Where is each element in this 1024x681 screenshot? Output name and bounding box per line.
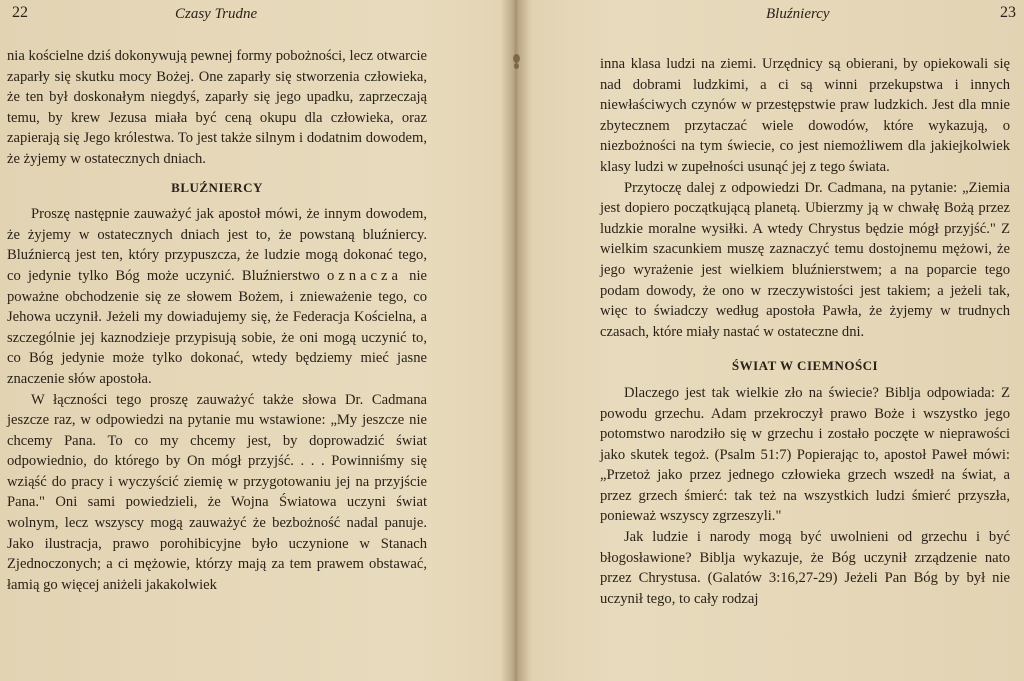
section-heading-swiat: ŚWIAT W CIEMNOŚCI bbox=[731, 358, 879, 374]
right-page-text bbox=[600, 54, 1010, 609]
left-running-head: Czasy Trudne bbox=[175, 6, 258, 22]
right-paragraph-3: Dlaczego jest tak wielkie zło na świecie? Biblja odpowiada: Z powodu grzechu. Adam przekroczył prawo Boże i wszystko jego potomstwo narodziło się w grzechu i zostało poczęte w nieprawości jako skutek tegoż. (Psalm 51:7) Popierając to, apostoł Paweł mówi: „Przetoż jako przez jednego człowieka grzech wszedł na świat, a przez grzech śmierć: tak też na wszystkich ludzi śmierć przyszła, ponieważ wszyscy zgrzeszyli." bbox=[600, 384, 1010, 525]
left-page-text bbox=[7, 46, 427, 595]
left-page-number: 22 bbox=[12, 4, 28, 21]
left-paragraph-2-part-a: Proszę następnie zauważyć jak apostoł mówi, że innym dowodem, że żyjemy w ostatecznych dniach jest to, że powstaną bluźniercy. Bluźniercą jest ten, który przypuszcza, że ludzie mogą dokonać tego, co jedynie tylko Bóg może uczynić. Bluźnierstwo bbox=[7, 206, 427, 284]
binding-stain bbox=[514, 63, 519, 69]
left-paragraph-2 bbox=[7, 204, 427, 389]
right-running-head: Bluźniercy bbox=[766, 6, 830, 22]
section-heading-bluznierc: BLUŹNIERCY bbox=[171, 179, 263, 195]
left-paragraph-2-part-b: nie poważne obchodzenie się ze słowem Bożem, i znieważenie tego, co Jehowa uczynił. Jeżeli my dowiadujemy się, że Federacja Kościelna, a szczególnie jej kaznodzieje przypisują sobie, że oni mogą uczynić to, co Bóg jedynie może tylko dokonać, wtedy będziemy mieć jasne znaczenie słów apostoła. bbox=[7, 267, 428, 387]
left-paragraph-3: W łączności tego proszę zauważyć także słowa Dr. Cadmana jeszcze raz, w odpowiedzi na pytanie mu wstawione: „My jeszcze nie chcemy Pana. To co my chcemy jest, by doprowadzić świat odpowiednio, do którego by On mógł przyjść. . . . Powinniśmy się wziąść do pracy i wyczyścić ziemię w przygotowaniu jej na przyjście Pana." Oni sami powiedzieli, że Wojna Światowa uczyni świat wolnym, lecz wszyscy mogą zauważyć że bezbożność nadal panuje. Jako ilustracja, prawo porohibicyjne było uczynione w Stanach Zjednoczonych; a ci mężowie, którzy mają za tem prawem obstawać, łamią go więcej aniżeli jakakolwiek bbox=[7, 391, 427, 593]
right-page-number: 23 bbox=[1000, 4, 1016, 21]
binding-stain bbox=[513, 54, 520, 63]
left-paragraph-1: nia kościelne dziś dokonywują pewnej formy pobożności, lecz otwarcie zaparły się skutku mocy Bożej. One zaparły się stworzenia człowieka, że ten był doskonałym niegdyś, zaparły się jego upadku, zaprzeczają temu, by krew Jezusa miała być ceną okupu dla człowieka, oraz zapierają się Jego królestwa. To jest także silnym i dodatnim dowodem, że żyjemy w ostatecznych dniach. bbox=[7, 48, 427, 167]
right-paragraph-4: Jak ludzie i narody mogą być uwolnieni od grzechu i być błogosławione? Biblja wykazuje, że Bóg uczynił zrządzenie nato przez Chrystusa. (Galatów 3:16,27-29) Jeżeli Pan Bóg by był nie uczynił tego, to cały rodzaj bbox=[600, 529, 1010, 607]
right-page bbox=[514, 0, 1024, 681]
right-paragraph-1: inna klasa ludzi na ziemi. Urzędnicy są obierani, by opiekowali się nad dobrami ludzkimi, a ci są winni przekupstwa i innych niewłaściwych czynów w przestępstwie praw ludzkich. Jest dla mnie zbytecznem przytaczać wiele dowodów, które wykazują, o niezbożności na tym świecie, co jest niemożliwem dla jakiejkolwiek klasy ludzi w zupełności usunąć jej z tego świata. bbox=[600, 56, 1010, 175]
spaced-word: oznacza bbox=[326, 267, 402, 284]
right-paragraph-2: Przytoczę dalej z odpowiedzi Dr. Cadmana, na pytanie: „Ziemia jest dopiero początkującą planetą. Ubierzmy ją w chwałę Bożą przez ludzkie moralne wysiłki. A wtedy Chrystus będzie mógł przyjść." Z wielkim szacunkiem muszę zaznaczyć temu dostojnemu mężowi, że jego wyrażenie jest wielkiem bluźnierstwem; a na poparcie tego podam dowody, że ono w rzeczywistości jest takiem; a jeżeli tak, więc to świadczy według apostoła Pawła, że żyjemy w trudnych czasach, które miały nastać w ostateczne dni. bbox=[600, 179, 1010, 340]
